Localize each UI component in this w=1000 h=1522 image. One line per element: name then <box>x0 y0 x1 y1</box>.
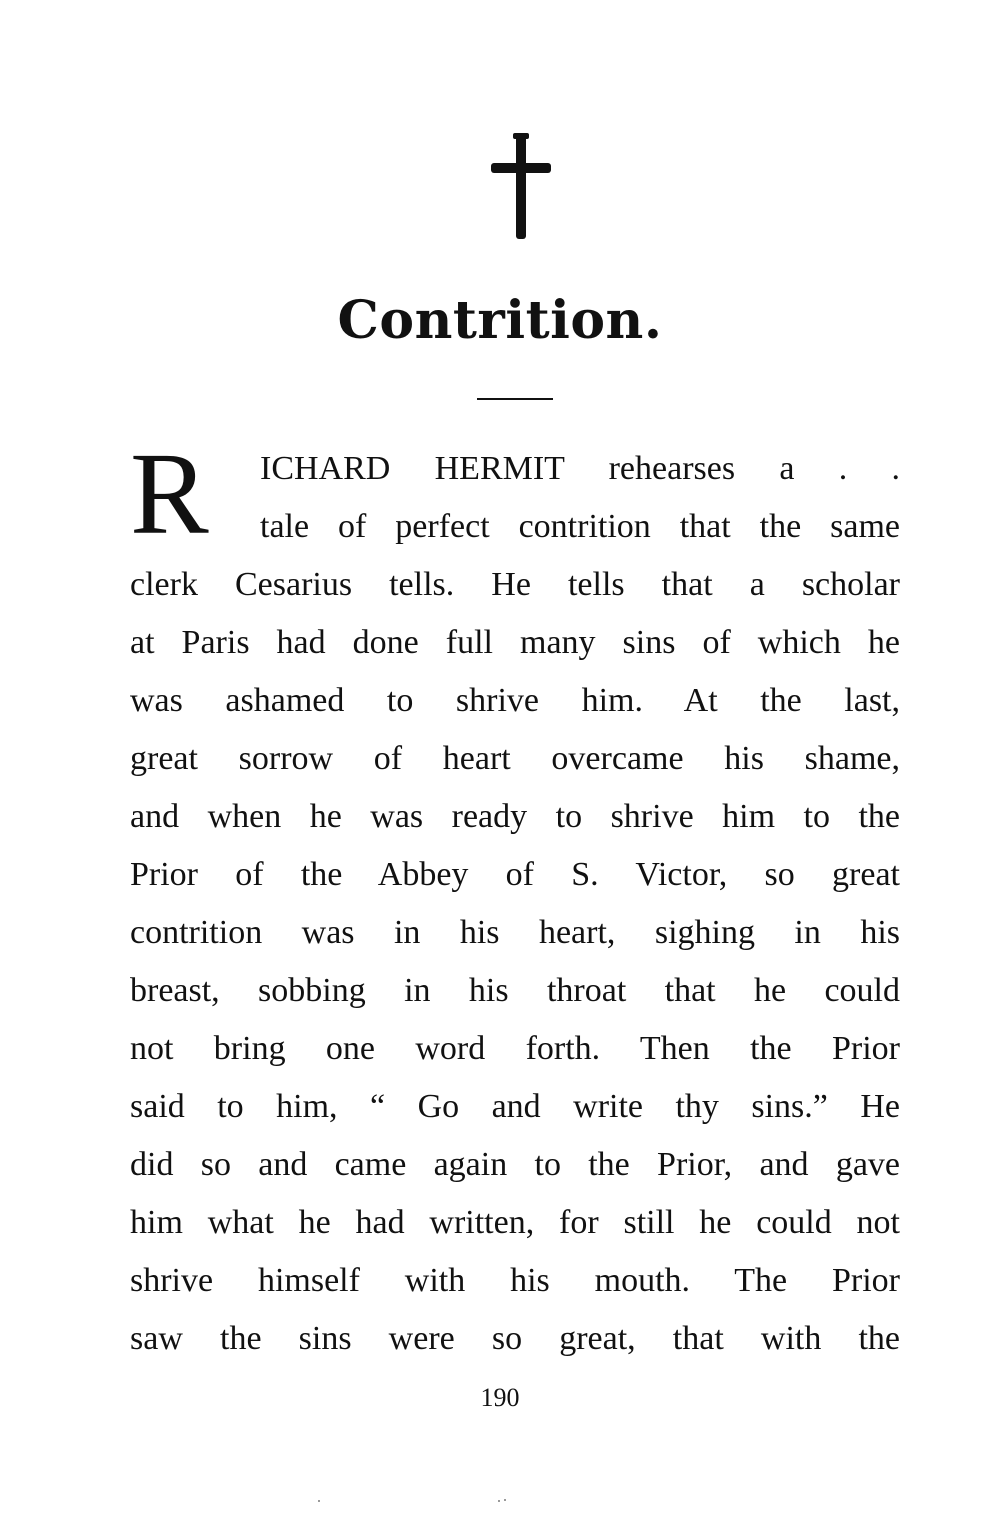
drop-cap-block <box>130 428 900 559</box>
cross-icon <box>491 133 551 239</box>
text-line: was ashamed to shrive him. At the last, <box>130 682 900 719</box>
text-line: Prior of the Abbey of S. Victor, so great <box>130 856 900 893</box>
text-line: said to him, “ Go and write thy sins.” He <box>130 1088 900 1125</box>
scan-speck <box>498 1500 500 1502</box>
text-line: saw the sins were so great, that with the <box>130 1320 900 1357</box>
body-paragraph <box>130 428 900 1368</box>
chapter-title: Contrition. <box>337 290 663 351</box>
text-line: contrition was in his heart, sighing in his <box>130 914 900 951</box>
drop-cap: R <box>130 428 209 559</box>
scan-speck <box>504 1499 506 1501</box>
scan-speck <box>318 1500 320 1502</box>
text-line: at Paris had done full many sins of which he <box>130 624 900 661</box>
text-line: did so and came again to the Prior, and gave <box>130 1146 900 1183</box>
text-line: ICHARD HERMIT rehearses a . . <box>260 450 900 487</box>
text-line: him what he had written, for still he could not <box>130 1204 900 1241</box>
text-line: not bring one word forth. Then the Prior <box>130 1030 900 1067</box>
text-line: shrive himself with his mouth. The Prior <box>130 1262 900 1299</box>
page-number: 190 <box>480 1383 520 1412</box>
text-line: tale of perfect contrition that the same <box>260 508 900 545</box>
title-divider <box>477 398 553 400</box>
text-line: great sorrow of heart overcame his shame, <box>130 740 900 777</box>
text-line: clerk Cesarius tells. He tells that a scholar <box>130 566 900 603</box>
text-line: and when he was ready to shrive him to the <box>130 798 900 835</box>
text-line: breast, sobbing in his throat that he could <box>130 972 900 1009</box>
